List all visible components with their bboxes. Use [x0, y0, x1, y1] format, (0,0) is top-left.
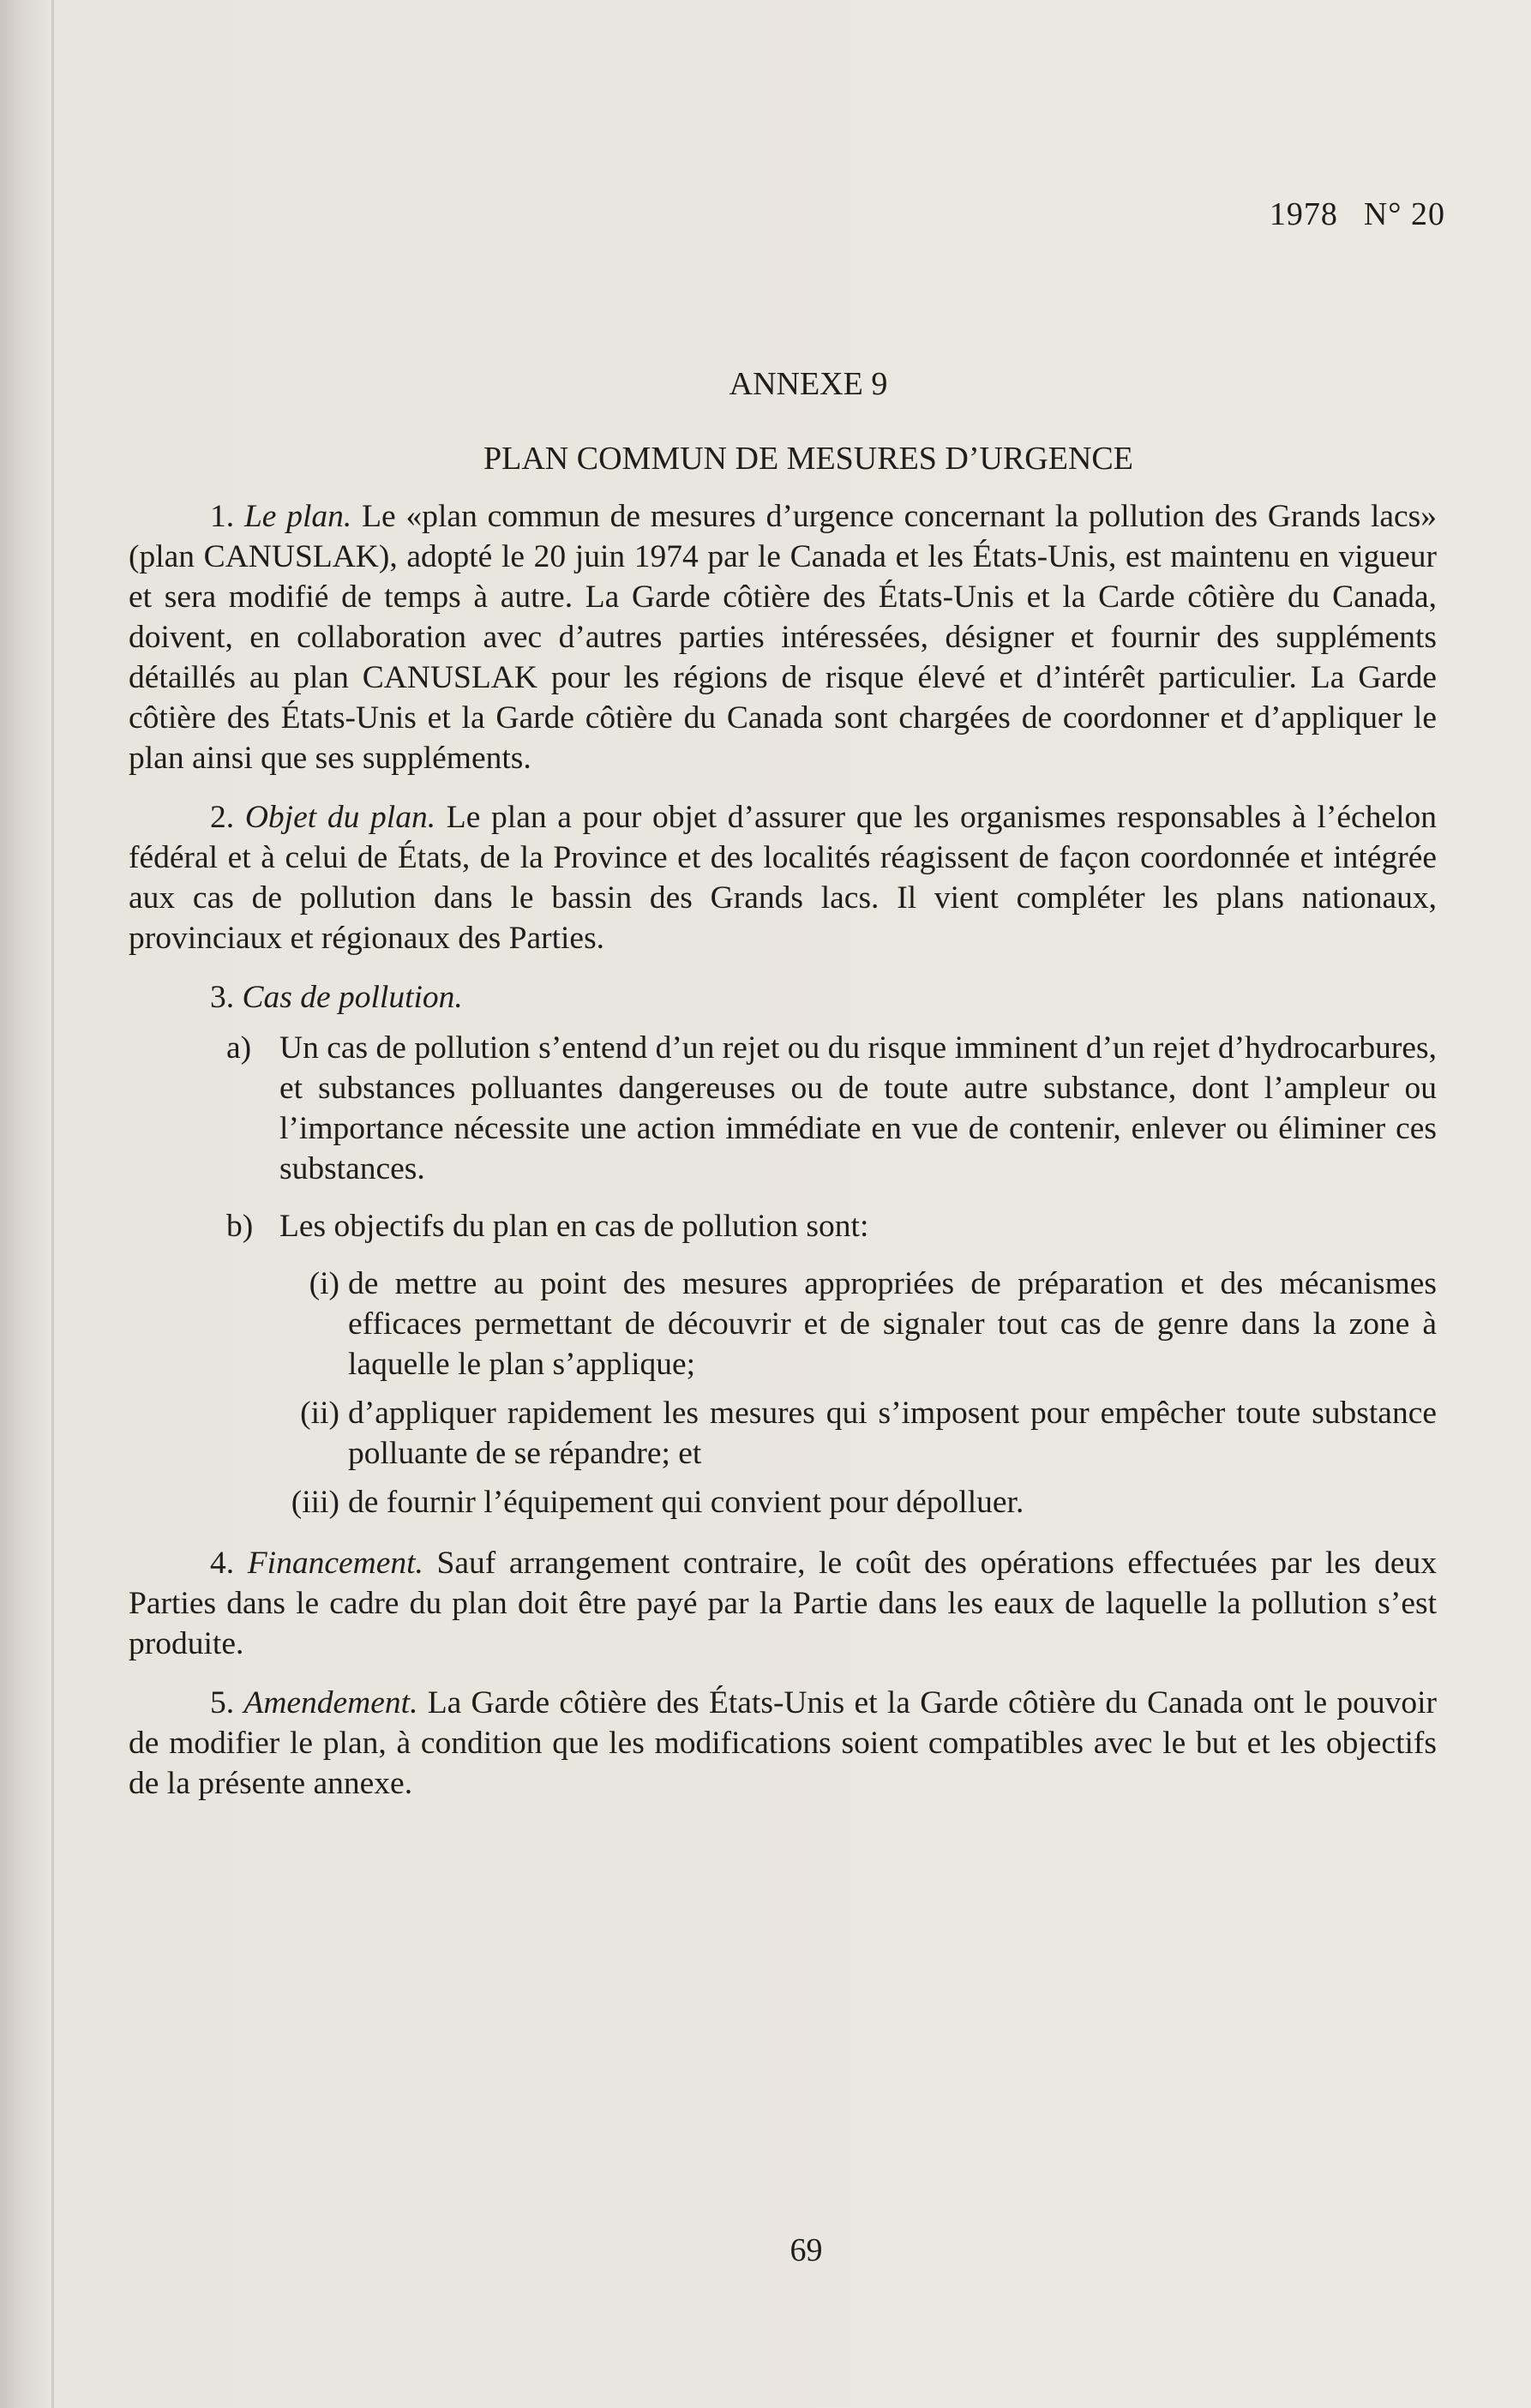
section-4-heading: Financement.	[247, 1546, 423, 1581]
section-1-heading: Le plan.	[243, 499, 352, 534]
section-4-number: 4.	[210, 1546, 235, 1581]
page-number: 69	[790, 2232, 823, 2268]
subitem-ii-marker: (ii)	[300, 1396, 339, 1431]
header-year: 1978	[1269, 196, 1338, 232]
item-a-marker: a)	[226, 1030, 252, 1066]
section-1-number: 1.	[210, 499, 235, 534]
section-4	[129, 1543, 1437, 1664]
section-2-number: 2.	[210, 800, 235, 835]
main-content	[129, 364, 1437, 1823]
section-3-subitem-i	[129, 1264, 1437, 1384]
section-3-subitem-iii	[129, 1482, 1437, 1522]
page-footer	[0, 2231, 1531, 2269]
section-5-text: La Garde côtière des États-Unis et la Garde côtière du Canada ont le pouvoir de modifier le plan, à condition que les modifications soient compatibles avec le but et les objectifs de la présente annexe.	[129, 1685, 1438, 1801]
section-3-heading: Cas de pollution.	[242, 980, 463, 1015]
section-3-subitem-ii	[129, 1393, 1437, 1474]
item-b-marker: b)	[226, 1209, 254, 1244]
section-5-heading: Amendement.	[243, 1685, 418, 1720]
section-1-text: Le «plan commun de mesures d’urgence concernant la pollution des Grands lacs» (plan CANUSLAK), adopté le 20 juin 1974 par le Canada et les États-Unis, est maintenu en vigueur et sera modifié de temps à autre. La Garde côtière des États-Unis et la Carde côtière du Canada, doivent, en collaboration avec d’autres parties intéressées, désigner et fournir des suppléments détaillés au plan CANUSLAK pour les régions de risque élevé et d’intérêt particulier. La Garde côtière des États-Unis et la Garde côtière du Canada sont chargées de coordonner et d’appliquer le plan ainsi que ses suppléments.	[129, 499, 1438, 776]
subitem-i-text: de mettre au point des mesures appropriées de préparation et des mécanismes efficaces permettant de découvrir et de signaler tout cas de genre dans la zone à laquelle le plan s’applique;	[348, 1266, 1437, 1382]
section-2	[129, 797, 1437, 958]
section-3	[129, 977, 1437, 1018]
section-2-text: Le plan a pour objet d’assurer que les organismes responsables à l’échelon fédéral et à celui de États, de la Province et des localités réagissent de façon coordonnée et intégrée aux cas de pollution dans le bassin des Grands lacs. Il vient compléter les plans nationaux, provinciaux et régionaux des Parties.	[129, 800, 1438, 956]
section-3-number: 3.	[210, 980, 235, 1015]
subitem-ii-text: d’appliquer rapidement les mesures qui s’imposent pour empêcher toute substance polluante de se répandre; et	[348, 1396, 1437, 1471]
annex-title: ANNEXE 9	[729, 366, 888, 402]
section-5-number: 5.	[210, 1685, 235, 1720]
section-3-item-b	[129, 1206, 1437, 1246]
plan-title: PLAN COMMUN DE MESURES D’URGENCE	[483, 441, 1133, 477]
section-2-heading: Objet du plan.	[244, 800, 436, 835]
section-5	[129, 1683, 1437, 1804]
header-number: N° 20	[1363, 196, 1445, 232]
item-b-text: Les objectifs du plan en cas de pollution sont:	[279, 1209, 869, 1244]
subitem-iii-marker: (iii)	[291, 1485, 339, 1520]
item-a-text: Un cas de pollution s’entend d’un rejet ou du risque imminent d’un rejet d’hydrocarbures, et substances polluantes dangereuses ou de toute autre substance, dont l’ampleur ou l’importance nécessite une action immédiate en vue de contenir, enlever ou éliminer ces substances.	[279, 1030, 1437, 1186]
page-gutter	[51, 0, 54, 2408]
section-4-text: Sauf arrangement contraire, le coût des opérations effectuées par les deux Parties dans le cadre du plan doit être payé par la Partie dans les eaux de laquelle la pollution s’est produite.	[129, 1546, 1437, 1661]
subitem-iii-text: de fournir l’équipement qui convient pour dépolluer.	[348, 1485, 1024, 1520]
page-header	[1270, 195, 1445, 233]
section-1	[129, 496, 1437, 778]
section-3-item-a	[129, 1028, 1437, 1189]
subitem-i-marker: (i)	[309, 1266, 339, 1301]
